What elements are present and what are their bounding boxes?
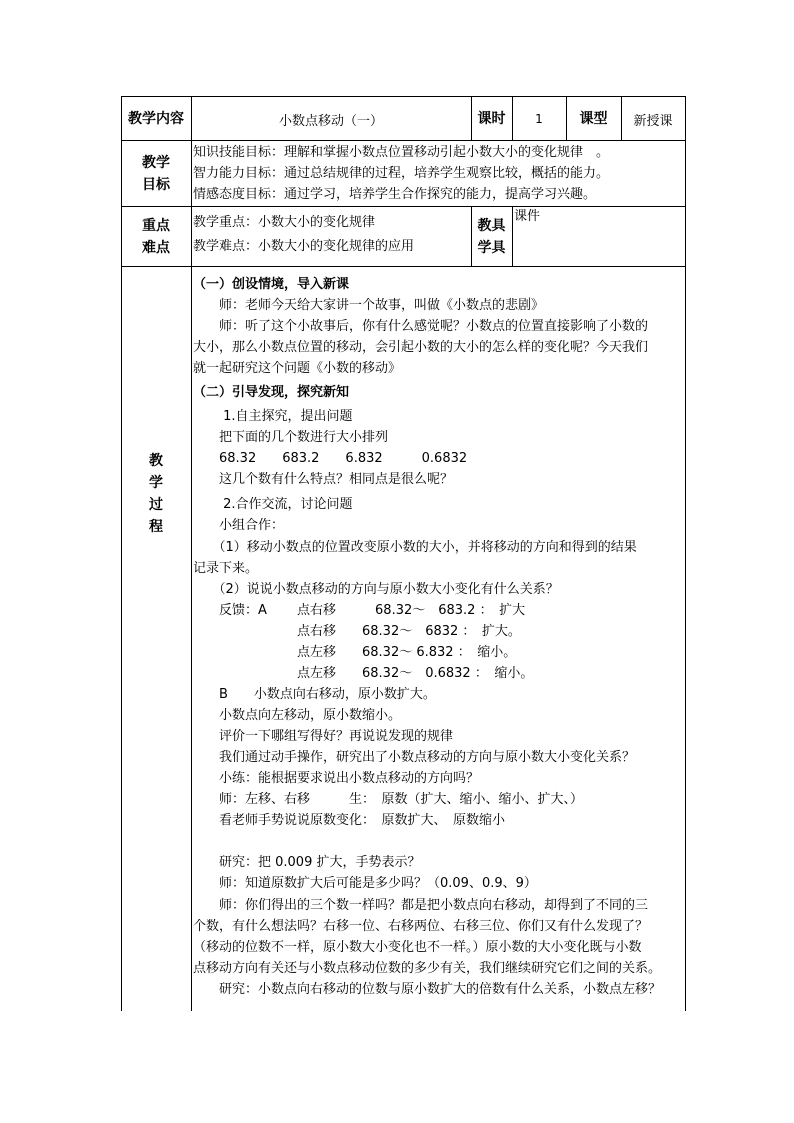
process-line: 点右移 68.32～ 6832 ： 扩大。 [193, 624, 521, 639]
period-label: 课时 [477, 111, 506, 127]
process-label-line-3: 过 [149, 497, 163, 513]
goal-line: 情感态度目标：通过学习，培养学生合作探究的能力，提高学习兴趣。 [193, 187, 597, 202]
header-row [121, 96, 685, 141]
process-line: （一）创设情境，导入新课 [193, 277, 350, 292]
process-line: 我们通过动手操作，研究出了小数点移动的方向与原小数大小变化关系？ [193, 750, 636, 765]
goals-label-line-2: 目标 [142, 177, 170, 193]
process-line: B 小数点向右移动，原小数扩大。 [193, 687, 436, 702]
keypoints-label [121, 207, 191, 267]
keypoint-line: 教学难点：小数大小的变化规律的应用 [193, 239, 415, 254]
process-label-line-1: 教 [149, 453, 163, 469]
process-line: 小数点向左移动，原小数缩小。 [193, 708, 402, 723]
process-line: 68.32 683.2 6.832 0.6832 [193, 451, 468, 466]
process-line: 记录下来。 [193, 561, 259, 576]
process-line: 就一起研究这个问题《小数的移动》 [193, 361, 402, 376]
process-row [121, 266, 685, 1012]
tools-label-line-2: 学具 [477, 240, 506, 256]
process-line: 点移动方向有关还与小数点移动位数的多少有关，我们继续研究它们之间的关系。 [193, 961, 662, 976]
process-line: 小组合作： [193, 518, 285, 533]
process-line: 反馈：A 点右移 68.32～ 683.2 ： 扩大 [193, 603, 526, 618]
process-line: （移动的位数不一样，原小数大小变化也不一样。）原小数的大小变化既与小数 [193, 940, 642, 955]
tools-value: 课件 [514, 209, 541, 224]
process-line: 研究：把 0.009 扩大，手势表示？ [193, 855, 421, 870]
goal-line: 智力能力目标：通过总结规律的过程，培养学生观察比较，概括的能力。 [193, 166, 610, 181]
tools-label-line-1: 教具 [477, 218, 506, 234]
process-line: 点左移 68.32～ 0.6832 ： 缩小。 [193, 666, 534, 681]
process-line: 师：知道原数扩大后可能是多少吗？（0.09、0.9、9） [193, 876, 537, 891]
process-line: 看老师手势说说原数变化： 原数扩大、 原数缩小 [193, 813, 506, 828]
content-value: 小数点移动（一） [278, 113, 383, 129]
goals-row [121, 140, 685, 207]
type-label: 课型 [579, 111, 608, 127]
keypoints-label-line-1: 重点 [142, 218, 170, 234]
process-line: 研究：小数点向右移动的位数与原小数扩大的倍数有什么关系，小数点左移？ [193, 982, 662, 997]
process-line: 个数，有什么想法吗？右移一位、右移两位、右移三位、你们又有什么发现了？ [193, 919, 649, 934]
process-line: 师：你们得出的三个数一样吗？都是把小数点向右移动，却得到了不同的三 [193, 898, 649, 913]
process-line: 点左移 68.32～ 6.832 ： 缩小。 [193, 645, 517, 660]
process-line: 这几个数有什么特点？相同点是很么呢？ [193, 472, 454, 487]
process-line: 把下面的几个数进行大小排列 [193, 430, 389, 445]
process-line: 评价一下哪组写得好？再说说发现的规律 [193, 729, 454, 744]
process-line: 师：老师今天给大家讲一个故事，叫做《小数点的悲剧》 [193, 298, 545, 313]
table-border-right [685, 96, 686, 1011]
process-label-line-2: 学 [149, 475, 163, 491]
goals-label [121, 141, 191, 207]
process-line: 2.合作交流，讨论问题 [193, 497, 353, 512]
keypoint-line: 教学重点：小数大小的变化规律 [193, 215, 376, 230]
process-line: 师：听了这个小故事后，你有什么感觉呢？小数点的位置直接影响了小数的 [193, 319, 649, 334]
process-line: 小练：能根据要求说出小数点移动的方向吗？ [193, 771, 480, 786]
process-label [121, 449, 191, 539]
process-label-line-4: 程 [149, 519, 163, 535]
process-line: （2）说说小数点移动的方向与原小数大小变化有什么关系？ [193, 582, 559, 597]
process-line: 1.自主探究，提出问题 [193, 409, 353, 424]
tools-label [471, 207, 512, 267]
goals-label-line-1: 教学 [142, 155, 170, 171]
type-value: 新授课 [633, 113, 673, 129]
process-line: （二）引导发现，探究新知 [193, 385, 350, 400]
goal-line: 知识技能目标：理解和掌握小数点位置移动引起小数大小的变化规律 。 [193, 145, 610, 160]
process-line: 大小，那么小数点位置的移动，会引起小数的大小的怎么样的变化呢？今天我们 [193, 340, 649, 355]
process-line: 师：左移、右移 生： 原数（扩大、缩小、缩小、扩大、） [193, 792, 584, 807]
content-label: 教学内容 [128, 111, 184, 127]
keypoints-row [121, 206, 685, 267]
period-value: 1 [535, 112, 543, 126]
keypoints-label-line-2: 难点 [142, 240, 170, 256]
process-line: （1）移动小数点的位置改变原小数的大小，并将移动的方向和得到的结果 [193, 540, 637, 555]
